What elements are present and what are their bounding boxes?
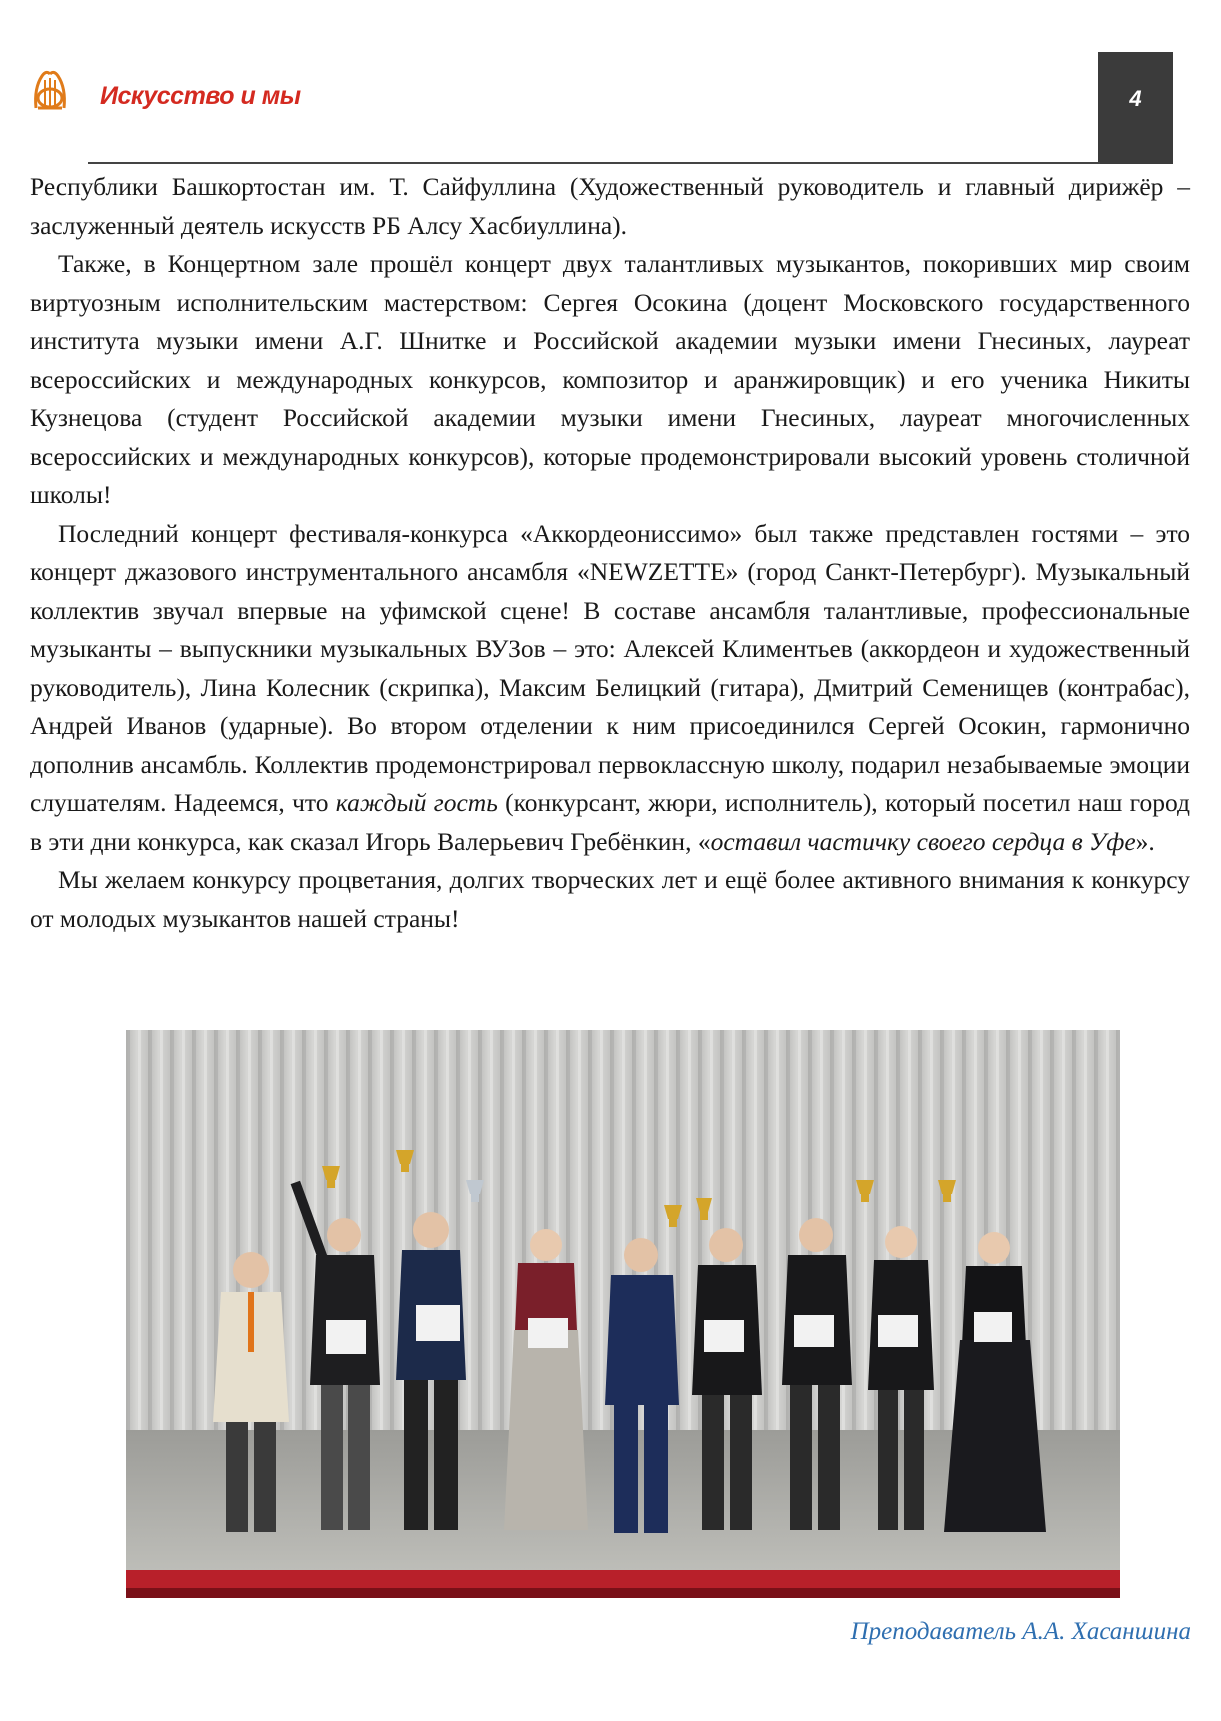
magazine-title: Искусство и мы (100, 82, 301, 110)
paragraph-2: Также, в Концертном зале прошёл концерт двух талантливых музыкантов, покоривших мир своим виртуозным исполнительским мастерством: Сергея Осокина (доцент Московского государственного института музыки имени А.Г. Шнитке и Российской академии музыки имени Гнесиных, лауреат всероссийских и международных конкурсов, композитор и аранжировщик) и его ученика Никиты Кузнецова (студент Российской академии музыки имени Гнесиных, лауреат многочисленных всероссийских и международных конкурсов), которые продемонстрировали высокий уровень столичной школы! (30, 249, 1190, 509)
paragraph-3-part-a: Последний концерт фестиваля-конкурса «Аккордеониссимо» был также представлен гостями – это концерт джазового инструментального ансамбля «NEWZETTE» (город Санкт-Петербург). Музыкальный коллектив звучал впервые на уфимской сцене! В составе ансамбля талантливые, профессиональные музыканты – выпускники музыкальных ВУЗов – это: Алексей Климентьев (аккордеон и художественный руководитель), Лина Колесник (скрипка), Максим Белицкий (гитара), Дмитрий Семенищев (контрабас), Андрей Иванов (ударные). Во втором отделении к ним присоединился Сергей Осокин, гармонично дополнив ансамбль. Коллектив продемонстрировал первоклассную школу, подарил незабываемые эмоции слушателям. Надеемся, что (30, 518, 1190, 817)
paragraph-3-part-c: ». (1135, 826, 1155, 856)
paragraph-1: Республики Башкортостан им. Т. Сайфуллина (Художественный руководитель и главный дирижёр – заслуженный деятель искусств РБ Алсу Хасбиуллина). (30, 172, 1190, 240)
page-header (0, 0, 1221, 170)
paragraph-3-part-b: (конкурсант, жюри, исполнитель), который посетил наш город в эти дни конкурса, как сказал Игорь Валерьевич Гребёнкин, « (30, 788, 1190, 856)
quote-emphasis: оставил частичку своего сердца в Уфе (710, 826, 1136, 856)
paragraph-4: Мы желаем конкурсу процветания, долгих творческих лет и ещё более активного внимания к конкурсу от молодых музыкантов нашей страны! (30, 865, 1190, 933)
article-body (30, 168, 1190, 938)
group-photo (126, 1030, 1120, 1598)
paragraph-3 (30, 515, 1190, 862)
author-signature: Преподаватель А.А. Хасаншина (850, 1618, 1191, 1645)
emphasis-every-guest: каждый гость (335, 788, 498, 817)
header-divider (88, 162, 1100, 164)
lyre-logo-icon (28, 68, 72, 112)
page-number-box (1098, 52, 1173, 164)
page-number: 4 (1129, 86, 1142, 111)
